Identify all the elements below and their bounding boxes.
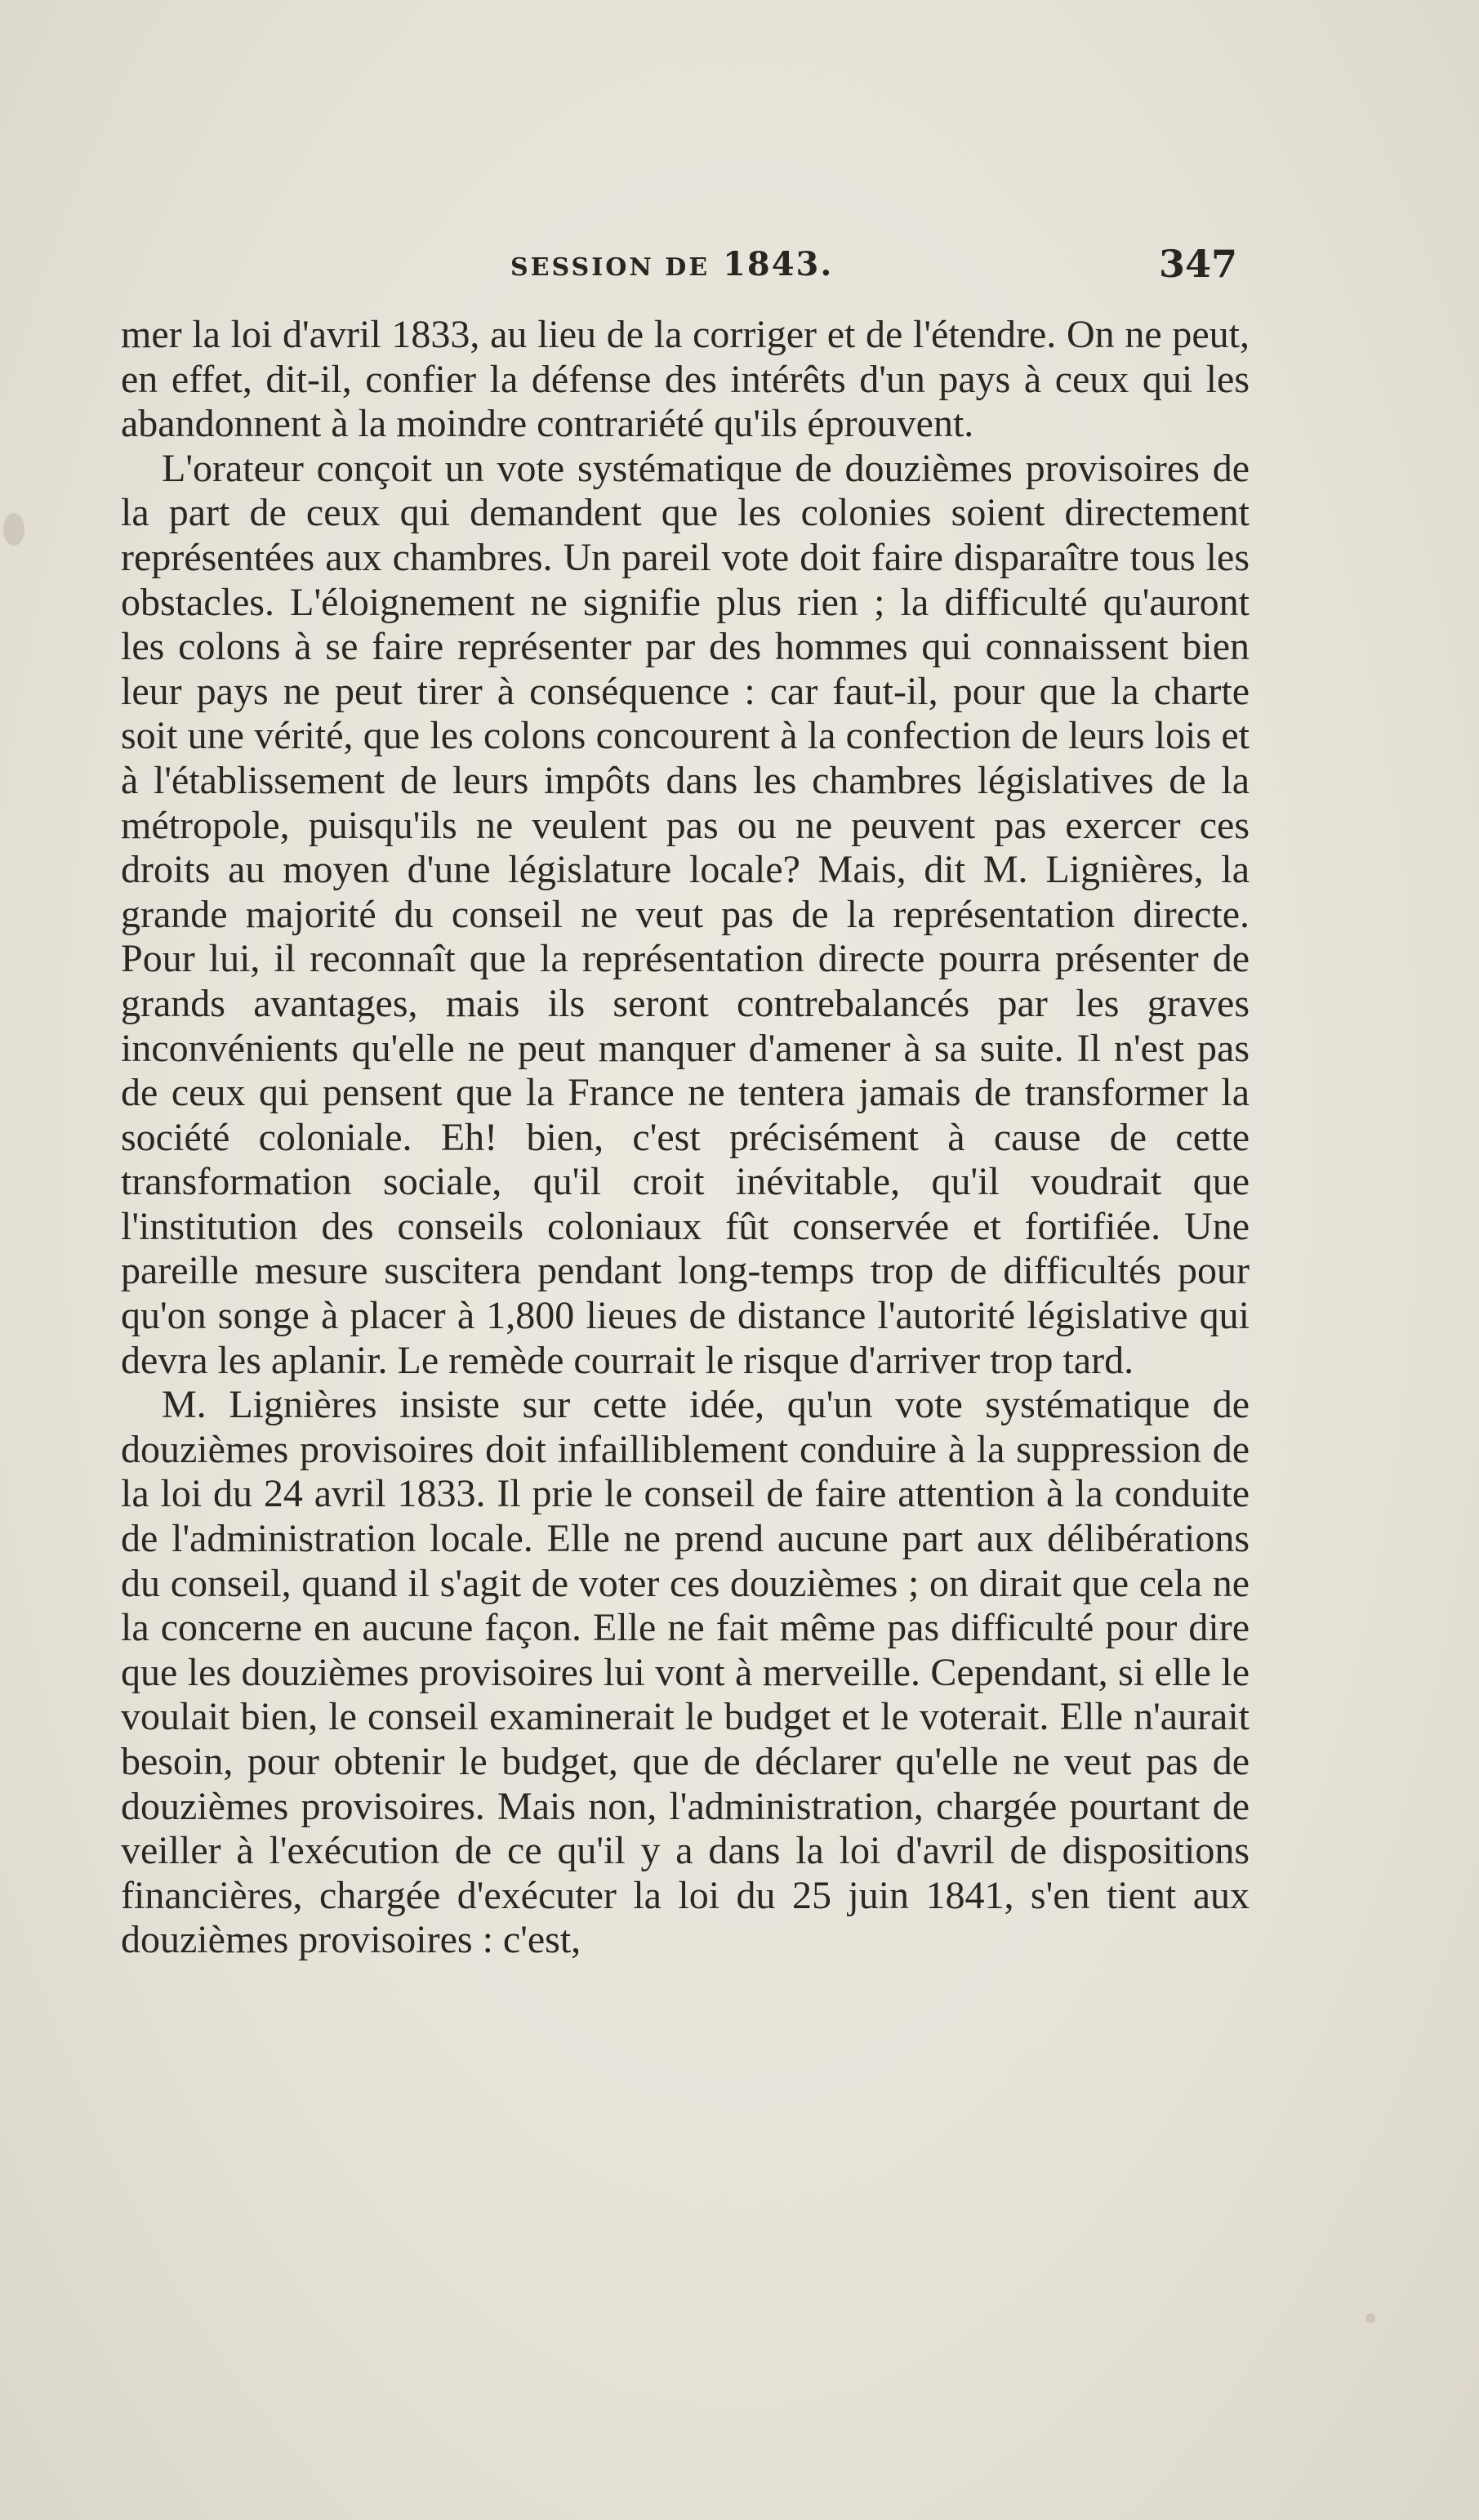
paragraph: M. Lignières insiste sur cette idée, qu'un vote systématique de douzièmes provisoires doit infailliblement conduire à la suppression de la loi du 24 avril 1833. Il prie le conseil de faire attention à la conduite de l'administration locale. Elle ne prend aucune part aux délibérations du conseil, quand il s'agit de voter ces douzièmes ; on dirait que cela ne la concerne en aucune façon. Elle ne fait même pas difficulté pour dire que les douzièmes provisoires lui vont à merveille. Cependant, si elle le voulait bien, le conseil examinerait le budget et le voterait. Elle n'aurait besoin, pour obtenir le budget, que de déclarer qu'elle ne veut pas de douzièmes provisoires. Mais non, l'administration, chargée pourtant de veiller à l'exécution de ce qu'il y a dans la loi d'avril de dispositions financières, chargée d'exécuter la loi du 25 juin 1841, s'en tient aux douzièmes provisoires : c'est, xyxy=(121,1383,1250,1962)
paragraph: L'orateur conçoit un vote systématique de douzièmes provisoires de la part de ceux qui demandent que les colonies soient directement représentées aux chambres. Un pareil vote doit faire disparaître tous les obstacles. L'éloignement ne signifie plus rien ; la difficulté qu'auront les colons à se faire représenter par des hommes qui connaissent bien leur pays ne peut tirer à conséquence : car faut-il, pour que la charte soit une vérité, que les colons concourent à la confection de leurs lois et à l'établissement de leurs impôts dans les chambres législatives de la métropole, puisqu'ils ne veulent pas ou ne peuvent pas exercer ces droits au moyen d'une législature locale? Mais, dit M. Lignières, la grande majorité du conseil ne veut pas de la représentation directe. Pour lui, il reconnaît que la représentation directe pourra présenter de grands avantages, mais ils seront contrebalancés par les graves inconvénients qu'elle ne peut manquer d'amener à sa suite. Il n'est pas de ceux qui pensent que la France ne tentera jamais de transformer la société coloniale. Eh! bien, c'est précisément à cause de cette transformation sociale, qu'il croit inévitable, qu'il voudrait que l'institution des conseils coloniaux fût conservée et fortifiée. Une pareille mesure suscitera pendant long-temps trop de difficultés pour qu'on songe à placer à 1,800 lieues de distance l'autorité législative qui devra les aplanir. Le remède courrait le risque d'arriver trop tard. xyxy=(121,446,1250,1382)
paragraph-continued: mer la loi d'avril 1833, au lieu de la corriger et de l'étendre. On ne peut, en effet, dit-il, confier la défense des intérêts d'un pays à ceux qui les abandonnent à la moindre contrariété qu'ils éprouvent. xyxy=(121,313,1250,446)
page-header xyxy=(110,237,1237,294)
running-title-year: 1843. xyxy=(723,245,834,283)
paper-stain xyxy=(1365,2313,1375,2323)
running-title-session: SESSION DE xyxy=(510,253,711,282)
page-number: 347 xyxy=(1158,242,1237,286)
running-title xyxy=(510,245,833,283)
body-text xyxy=(121,313,1250,1963)
paper-stain xyxy=(3,513,25,546)
